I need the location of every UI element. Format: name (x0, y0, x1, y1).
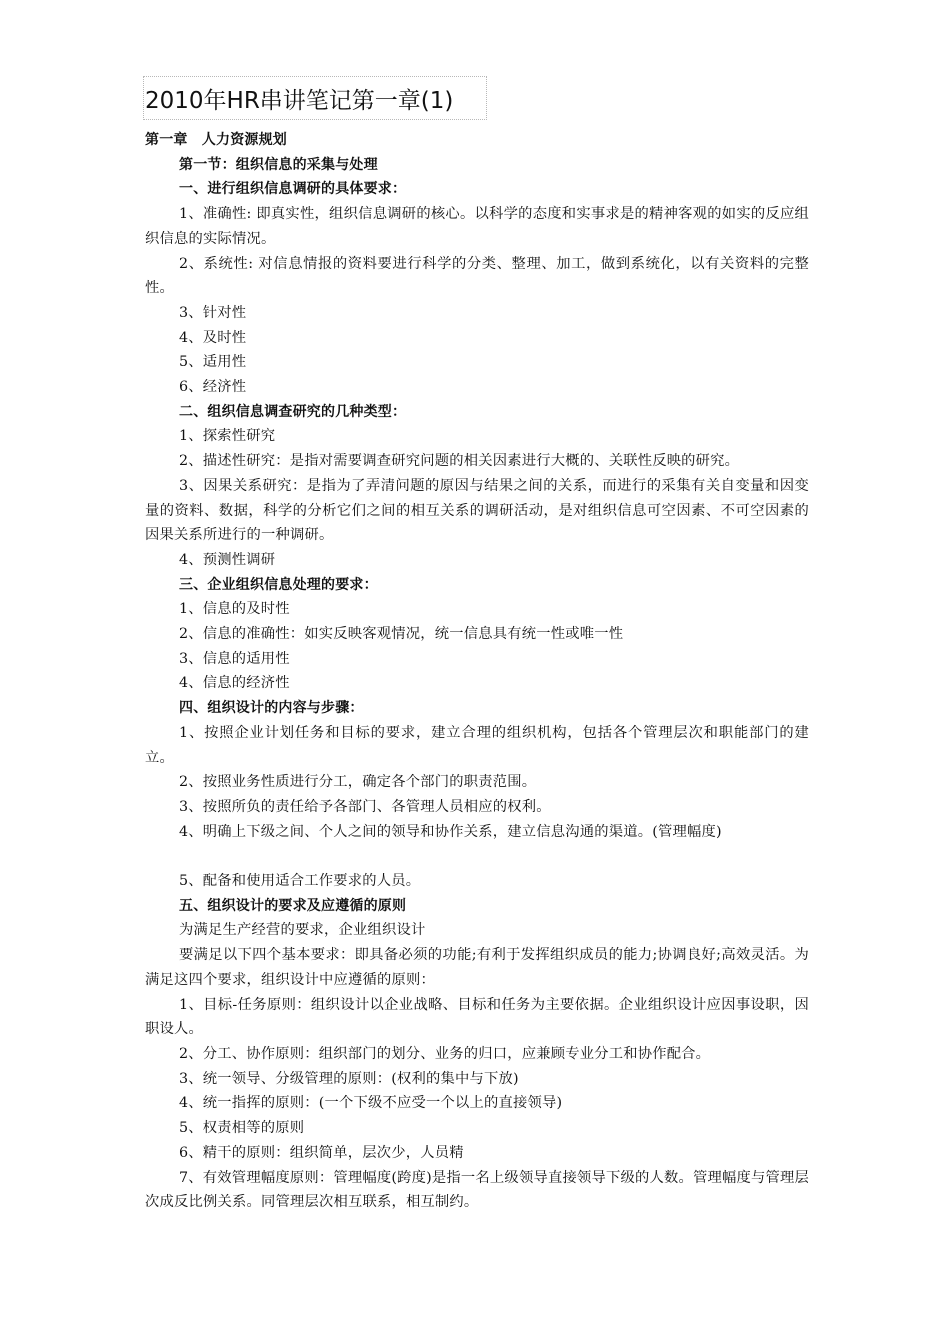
blank-line (145, 844, 809, 869)
list-item: 5、配备和使用适合工作要求的人员。 (179, 873, 421, 890)
list-item: 3、统一领导、分级管理的原则：(权利的集中与下放) (179, 1070, 519, 1087)
part2-heading: 二、组织信息调查研究的几种类型： (179, 403, 407, 420)
part5-heading: 五、组织设计的要求及应遵循的原则 (179, 897, 407, 914)
list-item: 5、权责相等的原则 (179, 1120, 305, 1137)
list-item: 2、描述性研究：是指对需要调查研究问题的相关因素进行大概的、关联性反映的研究。 (179, 453, 740, 470)
list-item: 1、准确性: 即真实性，组织信息调研的核心。以科学的态度和实事求是的精神客观的如实的反应组织信息的实际情况。 (145, 206, 809, 247)
list-item: 6、精干的原则：组织简单，层次少，人员精 (179, 1144, 464, 1161)
part3-heading: 三、企业组织信息处理的要求： (179, 576, 378, 593)
section-heading: 第一节：组织信息的采集与处理 (179, 156, 378, 173)
document-body (145, 128, 809, 1215)
list-item: 2、系统性: 对信息情报的资料要进行科学的分类、整理、加工，做到系统化，以有关资料的完整性。 (145, 255, 809, 297)
paragraph: 要满足以下四个基本要求：即具备必须的功能;有利于发挥组织成员的能力;协调良好;高效灵活。为满足这四个要求，组织设计中应遵循的原则： (145, 947, 809, 988)
list-item: 2、信息的准确性：如实反映客观情况，统一信息具有统一性或唯一性 (179, 626, 624, 643)
part1-heading: 一、进行组织信息调研的具体要求： (179, 181, 407, 198)
paragraph: 为满足生产经营的要求，企业组织设计 (179, 922, 426, 939)
document-title: 2010年HR串讲笔记第一章(1) (145, 88, 454, 114)
list-item: 3、针对性 (179, 304, 247, 321)
part4-heading: 四、组织设计的内容与步骤： (179, 700, 364, 717)
list-item: 1、探索性研究 (179, 428, 276, 445)
list-item: 4、及时性 (179, 329, 247, 346)
list-item: 4、统一指挥的原则：(一个下级不应受一个以上的直接领导) (179, 1095, 563, 1112)
list-item: 4、明确上下级之间、个人之间的领导和协作关系，建立信息沟通的渠道。(管理幅度) (179, 823, 722, 840)
list-item: 3、按照所负的责任给予各部门、各管理人员相应的权利。 (179, 798, 551, 815)
list-item: 4、信息的经济性 (179, 675, 290, 692)
list-item: 7、有效管理幅度原则：管理幅度(跨度)是指一名上级领导直接领导下级的人数。管理幅度与管理层次成反比例关系。同管理层次相互联系，相互制约。 (145, 1169, 809, 1211)
list-item: 6、经济性 (179, 379, 247, 396)
list-item: 2、按照业务性质进行分工，确定各个部门的职责范围。 (179, 774, 537, 791)
list-item: 1、目标-任务原则：组织设计以企业战略、目标和任务为主要依据。企业组织设计应因事设职，因职设人。 (145, 996, 809, 1038)
list-item: 1、信息的及时性 (179, 601, 290, 618)
list-item: 3、信息的适用性 (179, 650, 290, 667)
list-item: 3、因果关系研究：是指为了弄清问题的原因与结果之间的关系，而进行的采集有关自变量和因变量的资料、数据，科学的分析它们之间的相互关系的调研活动，是对组织信息可空因素、不可空因素的因果关系所进行的一种调研。 (145, 477, 809, 544)
list-item: 4、预测性调研 (179, 551, 276, 568)
list-item: 2、分工、协作原则：组织部门的划分、业务的归口，应兼顾专业分工和协作配合。 (179, 1046, 711, 1062)
list-item: 5、适用性 (179, 354, 247, 371)
list-item: 1、按照企业计划任务和目标的要求，建立合理的组织机构，包括各个管理层次和职能部门的建立。 (145, 724, 809, 766)
chapter-heading: 第一章 人力资源规划 (145, 132, 287, 148)
